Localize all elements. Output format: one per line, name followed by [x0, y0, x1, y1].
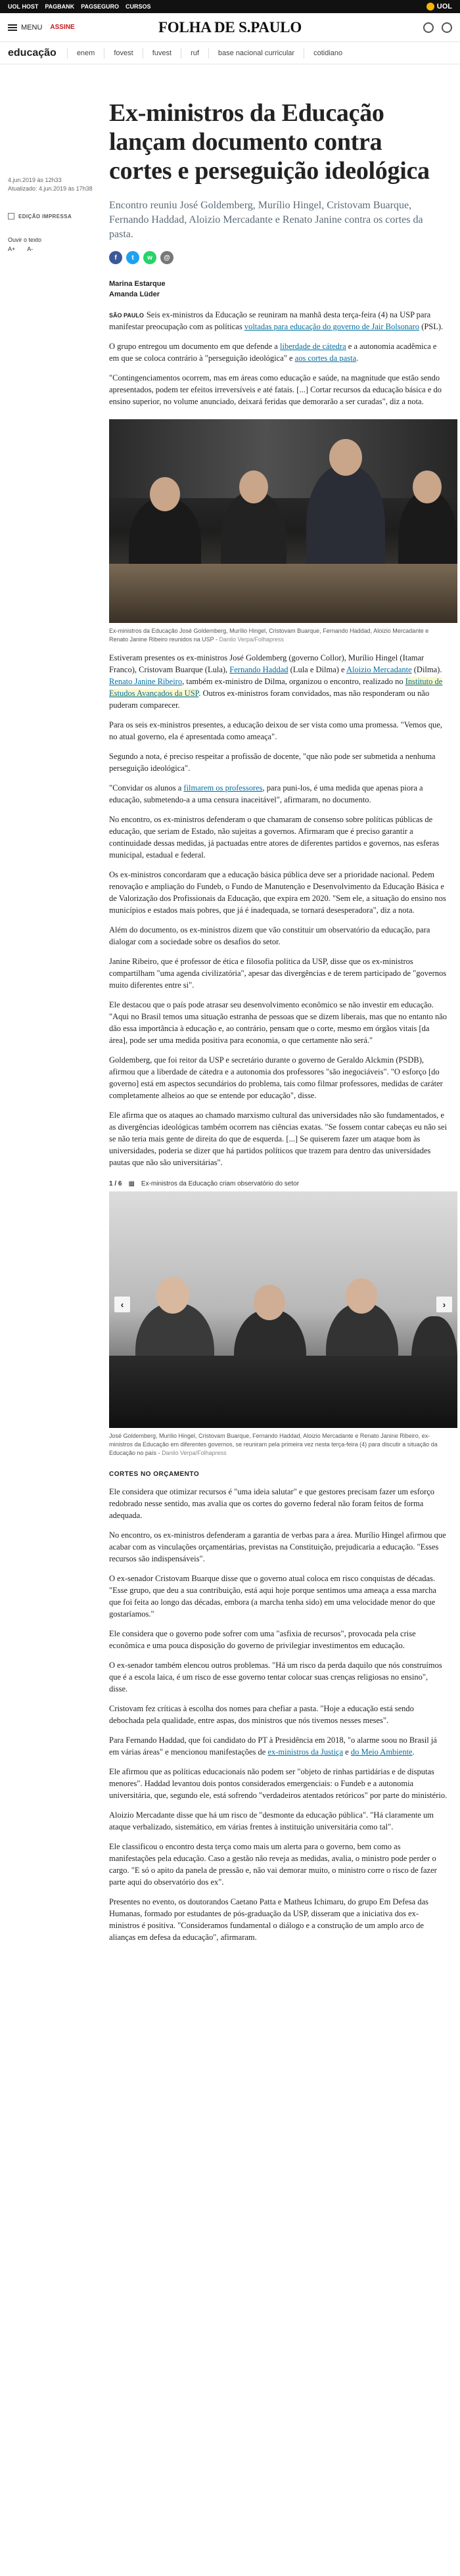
- topbar-link-uol-host[interactable]: UOL HOST: [8, 3, 39, 10]
- paragraph: [109, 340, 448, 364]
- photo-credit: Danilo Verpa/Folhapress: [162, 1450, 227, 1456]
- caption-text: Ex-ministros da Educação José Goldemberg, Murílio Hingel, Cristovam Buarque, Fernando Haddad, Aloizio Mercadante e Renato Janine Ribeiro reunidos na USP: [109, 628, 429, 643]
- menu-label: MENU: [21, 23, 43, 32]
- dateline: SÃO PAULO: [109, 312, 144, 319]
- gallery-title[interactable]: Ex-ministros da Educação criam observatório do setor: [141, 1180, 300, 1187]
- paragraph-text: .: [412, 1747, 415, 1757]
- paragraph-text: Estiveram presentes os ex-ministros José Goldemberg (governo Collor), Murílio Hingel (Itamar Franco), Cristovam Buarque (Lula),: [109, 653, 425, 674]
- paragraph: Os ex-ministros concordaram que a educação básica pública deve ser a prioridade nacional. Pedem renovação e ampliação do Fundeb, o Fundo de Manutenção e Desenvolvimento da Educação Básica e de Valorização dos Profissionais da Educação, que expira em 2020. "Sem ele, a situação do ensino nos municípios e estados mais pobres, que já é inadequada, se tornará desesperadora", diz a nota.: [109, 870, 446, 915]
- paragraph-text: Para Fernando Haddad, que foi candidato do PT à Presidência em 2018, "o alarme soou no Brasil já em várias áreas" e mencionou manifestações de: [109, 1736, 437, 1757]
- inline-link[interactable]: aos cortes da pasta: [294, 354, 357, 363]
- paragraph: Além do documento, os ex-ministros dizem que vão constituir um observatório da educação, para dialogar com a sociedade sobre os desafios do setor.: [109, 925, 430, 946]
- site-header: [0, 13, 460, 42]
- paragraph-text: e: [343, 1747, 351, 1757]
- gallery-caption: José Goldemberg, Murílio Hingel, Cristovam Buarque, Fernando Haddad, Aloizio Mercadante e Renato Janine Ribeiro, ex-ministros da Educação em diferentes governos, se reuniram pela primeira vez nesta terça-feira (4) para discutir a situação da Educação no país - Danilo Verpa/Folhapress: [109, 1433, 438, 1456]
- grid-icon[interactable]: ▦: [128, 1180, 135, 1187]
- section-nav-item-base-nacional[interactable]: base nacional curricular: [208, 48, 304, 58]
- section-nav-item-enem[interactable]: enem: [67, 48, 104, 58]
- paragraph: O ex-senador Cristovam Buarque disse que o governo atual coloca em risco conquistas de décadas. "Esse grupo, que deu a sua contribuição, está aqui hoje porque sentimos uma ameaça a essa marcha que foi feita ao longo das décadas, embora (a marcha tenha sido) em uma velocidade menor do que gostaríamos.": [109, 1574, 436, 1619]
- paragraph: Janine Ribeiro, que é professor de ética e filosofia política da USP, disse que os ex-ministros compartilham "uma agenda civilizatória", apesar das divergências e de terem participado de "governos muito diferentes entre si".: [109, 957, 447, 990]
- paragraph-text: "Convidar os alunos a: [109, 783, 184, 793]
- inline-link[interactable]: Instituto de Estudos Avançados da USP: [109, 677, 443, 698]
- paragraph: [109, 652, 448, 711]
- paragraph: Ele classificou o encontro desta terça como mais um alerta para o governo, bem como as manifestações pela educação. Caso a gestão não reveja as medidas, avalia, o ministro pode perder o cargo. "E só o apito da panela de pressão e, não vai demorar muito, o ministro corre o risco de fazer parte aqui do observatório dos ex".: [109, 1842, 437, 1887]
- uol-logo-text: UOL: [436, 3, 452, 11]
- gallery-photo[interactable]: [109, 1191, 457, 1428]
- article-subtitle: [109, 198, 448, 242]
- hamburger-icon: [8, 24, 17, 31]
- paragraph: Aloizio Mercadante disse que há um risco de "desmonte da educação pública". "Há claramente um ataque verbalizado, sistemático, em várias frentes à instituição universitária como tal".: [109, 1810, 434, 1831]
- print-edition-link[interactable]: [8, 213, 100, 219]
- topbar-link-pagseguro[interactable]: PAGSEGURO: [81, 3, 120, 10]
- paragraph: Para os seis ex-ministros presentes, a educação deixou de ser vista como uma promessa. "Vemos que, no atual governo, ela é apresentada como ameaça".: [109, 720, 443, 741]
- gallery-figure: [109, 1191, 448, 1458]
- menu-button[interactable]: [8, 24, 42, 32]
- inline-link[interactable]: Renato Janine Ribeiro: [109, 677, 183, 686]
- whatsapp-icon[interactable]: w: [143, 251, 156, 264]
- article-title: Ex-ministros da Educação lançam documento contra cortes e perseguição ideológica: [109, 99, 430, 185]
- subtitle-end: .: [130, 229, 133, 240]
- inline-link[interactable]: ex-ministros da Justiça: [267, 1747, 344, 1757]
- section-heading: CORTES NO ORÇAMENTO: [109, 1471, 200, 1478]
- paragraph-text: (PSL).: [419, 322, 444, 331]
- font-size-tools: [8, 246, 100, 252]
- section-nav-item-cotidiano[interactable]: cotidiano: [304, 48, 352, 58]
- article-meta-column: [8, 64, 100, 1943]
- subscribe-link[interactable]: ASSINE: [50, 24, 75, 31]
- paragraph: Ele considera que otimizar recursos é "uma ideia salutar" e que gestores precisam fazer um esforço redobrado nesse sentido, mas avalia que os cortes do governo federal não foram feitos de forma adequada.: [109, 1487, 435, 1520]
- inline-link[interactable]: filmarem os professores: [183, 783, 263, 793]
- paragraph-text: . Outros ex-ministros foram convidados, mas não responderam ou não puderam comparecer.: [109, 689, 430, 710]
- print-edition-label: EDIÇÃO IMPRESSA: [18, 213, 72, 219]
- share-bar: [109, 251, 448, 264]
- uol-topbar: [0, 0, 460, 13]
- paragraph: Ele afirma que os ataques ao chamado marxismo cultural das universidades não são fundamentados, e as divergências ideológicas também ocorrem nas ciências exatas. "Se fossem contar cabeças eu não sei se não teria mais gente de direita do que de esquerda. [...] Se quiserem fazer um ataque bom às universidades, poderia se dizer que há partidos políticos que trazem para dentro das universidades pautas que não são universitárias".: [109, 1111, 448, 1167]
- search-icon[interactable]: [423, 22, 434, 33]
- user-icon[interactable]: [442, 22, 452, 33]
- paragraph: Ele considera que o governo pode sofrer com uma "asfixia de recursos", provocada pela crise econômica e uma pouca disposição do governo de privilegiar investimentos em educação.: [109, 1629, 416, 1650]
- gallery-header: [109, 1180, 448, 1187]
- paragraph: Ele destacou que o país pode atrasar seu desenvolvimento econômico se não investir em educação. "Aqui no Brasil temos uma situação estranha de pessoas que se dizem liberais, mas que no entanto não dão essa importância à educação e, ao contrário, pensam que o corte, mesmo em órgãos vitais [da área], pode ser uma medida positiva para economia, o que certamente não será.": [109, 1000, 447, 1045]
- topbar-link-pagbank[interactable]: PAGBANK: [45, 3, 75, 10]
- paragraph: No encontro, os ex-ministros defenderam o que chamaram de consenso sobre políticas públicas de educação, que seriam de Estado, não sujeitas a governos. Afirmaram que é preciso garantir a continuidade dessas medidas, já pactuadas entre atores de diferentes partidos e governos, nas esferas municipal, estadual e federal.: [109, 815, 440, 860]
- paragraph-text: , para puni-los, é uma medida que apenas piora a educação, submetendo-a a uma censura inaceitável", afirmaram, no documento.: [109, 783, 423, 804]
- increase-font-button[interactable]: A+: [8, 246, 16, 252]
- gallery-prev-button[interactable]: ‹: [114, 1297, 130, 1312]
- photo-figure: [109, 419, 448, 644]
- ex-ministers-photo[interactable]: [109, 419, 457, 623]
- uol-logo[interactable]: [426, 3, 452, 11]
- paragraph: "Contingenciamentos ocorrem, mas em áreas como educação e saúde, na magnitude que estão sendo apresentados, podem ter efeitos irreversíveis e até fatais. [...] Cortar recursos da educação básica e do ensino superior, no volume anunciado, deixará feridas que demorarão a ser curadas", diz a nota.: [109, 373, 442, 406]
- section-nav-item-ruf[interactable]: ruf: [181, 48, 208, 58]
- header-actions: [423, 22, 452, 33]
- paragraph: O ex-senador também elencou outros problemas. "Há um risco da perda daquilo que nós construímos que é a escola laica, é um risco de esse governo tentar colocar suas crenças religiosas no ensino", disse.: [109, 1661, 442, 1693]
- paragraph-text: e a autonomia acadêmica e em que se coloca contrário à "perseguição ideológica" e: [109, 342, 437, 363]
- email-icon[interactable]: @: [160, 251, 173, 264]
- subtitle-link[interactable]: os cortes da pasta: [109, 214, 423, 240]
- newspaper-icon: [8, 213, 14, 219]
- section-nav-item-fuvest[interactable]: fuvest: [143, 48, 181, 58]
- inline-link[interactable]: liberdade de cátedra: [280, 342, 346, 351]
- reading-tools: [8, 237, 100, 243]
- paragraph-text: .: [356, 354, 359, 363]
- section-title[interactable]: educação: [8, 47, 57, 58]
- paragraph-text: (Dilma).: [411, 665, 442, 674]
- caption-text: José Goldemberg, Murílio Hingel, Cristovam Buarque, Fernando Haddad, Aloizio Mercadante e Renato Janine Ribeiro, ex-ministros da Educação em diferentes governos, se reuniram pela primeira vez nesta terça-feira (4) para discutir a situação da Educação no país: [109, 1433, 438, 1456]
- paragraph-text: Seis ex-ministros da Educação se reuniram na manhã desta terça-feira (4) na USP para manifestar preocupação com as políticas: [109, 310, 431, 331]
- section-nav: [0, 42, 460, 64]
- photo-caption: Ex-ministros da Educação José Goldemberg, Murílio Hingel, Cristovam Buarque, Fernando Haddad, Aloizio Mercadante e Renato Janine Ribeiro reunidos na USP - Danilo Verpa/Folhapress: [109, 628, 429, 643]
- publish-date: 4.jun.2019 às 12h33: [8, 177, 62, 183]
- paragraph: Cristovam fez críticas à escolha dos nomes para chefiar a pasta. "Hoje a educação está sendo debochada pela qualidade, entre aspas, dos ministros que nós tivemos nesses meses".: [109, 1704, 414, 1725]
- inline-link[interactable]: Aloizio Mercadante: [346, 665, 412, 674]
- paragraph: No encontro, os ex-ministros defenderam a garantia de verbas para a área. Murílio Hingel afirmou que acabar com as vinculações orçamentárias, previstas na Constituição, prejudicaria a educação. "Esses recursos são indispensáveis".: [109, 1530, 446, 1563]
- section-nav-item-fovest[interactable]: fovest: [104, 48, 142, 58]
- paragraph: [109, 1734, 448, 1758]
- paragraph: Ele afirmou que as políticas educacionais não podem ser "objeto de rinhas partidárias e de disputas menores". Haddad levantou dois pontos considerados emergenciais: o Fundeb e a autonomia universitária, que, segundo ele, está sofrendo "verdadeiros atentados retóricos" por parte do ministério.: [109, 1767, 448, 1800]
- gallery-next-button[interactable]: ›: [436, 1297, 452, 1312]
- inline-link[interactable]: Fernando Haddad: [229, 665, 288, 674]
- folha-logo[interactable]: FOLHA DE S.PAULO: [158, 18, 302, 35]
- paragraph: Segundo a nota, é preciso respeitar a profissão de docente, "que não pode ser submetida a nenhuma perseguição ideológica".: [109, 752, 436, 773]
- uol-dot-icon: [426, 3, 434, 11]
- listen-button[interactable]: Ouvir o texto: [8, 237, 42, 243]
- authors: [109, 279, 448, 300]
- paragraph-text: O grupo entregou um documento em que defende a: [109, 342, 280, 351]
- inline-link[interactable]: do Meio Ambiente: [350, 1747, 413, 1757]
- twitter-icon[interactable]: t: [126, 251, 139, 264]
- facebook-icon[interactable]: f: [109, 251, 122, 264]
- paragraph: Goldemberg, que foi reitor da USP e secretário durante o governo de Geraldo Alckmin (PSDB), afirmou que a liberdade de cátedra e a autonomia dos professores "são inegociáveis". "O esforço [do governo] está em aspectos secundários do problema, tais como filmar professores, medidas de caráter completamente alheios ao que se entende por educação", disse.: [109, 1055, 443, 1100]
- article: [100, 64, 448, 1943]
- decrease-font-button[interactable]: A-: [27, 246, 34, 252]
- gallery-counter: 1 / 6: [109, 1180, 122, 1187]
- paragraph-text: (Lula e Dilma) e: [288, 665, 347, 674]
- subtitle-text: Encontro reuniu José Goldemberg, Murílio Hingel, Cristovam Buarque, Fernando Haddad, Aloizio Mercadante e Renato Janine contra: [109, 200, 412, 225]
- photo-credit: Danilo Verpa/Folhapress: [219, 636, 284, 643]
- author-name[interactable]: Amanda Lüder: [109, 290, 160, 298]
- paragraph: [109, 782, 448, 806]
- paragraph-text: , também ex-ministro de Dilma, organizou o encontro, realizado no: [182, 677, 405, 686]
- paragraph: Presentes no evento, os doutorandos Caetano Patta e Matheus Ichimaru, do grupo Em Defesa das Humanas, formado por estudantes de pós-graduação da USP, disseram que a iniciativa dos ex-ministros é positiva. "Consideramos fundamental o diálogo e a construção de um amplo arco de alianças em defesa da educação", afirmaram.: [109, 1897, 428, 1942]
- paragraph: [109, 309, 448, 333]
- author-name[interactable]: Marina Estarque: [109, 280, 166, 288]
- topbar-link-cursos[interactable]: CURSOS: [126, 3, 151, 10]
- inline-link[interactable]: voltadas para educação do governo de Jair Bolsonaro: [244, 322, 420, 331]
- article-body: [109, 309, 448, 1943]
- updated-date: Atualizado: 4.jun.2019 às 17h38: [8, 185, 93, 192]
